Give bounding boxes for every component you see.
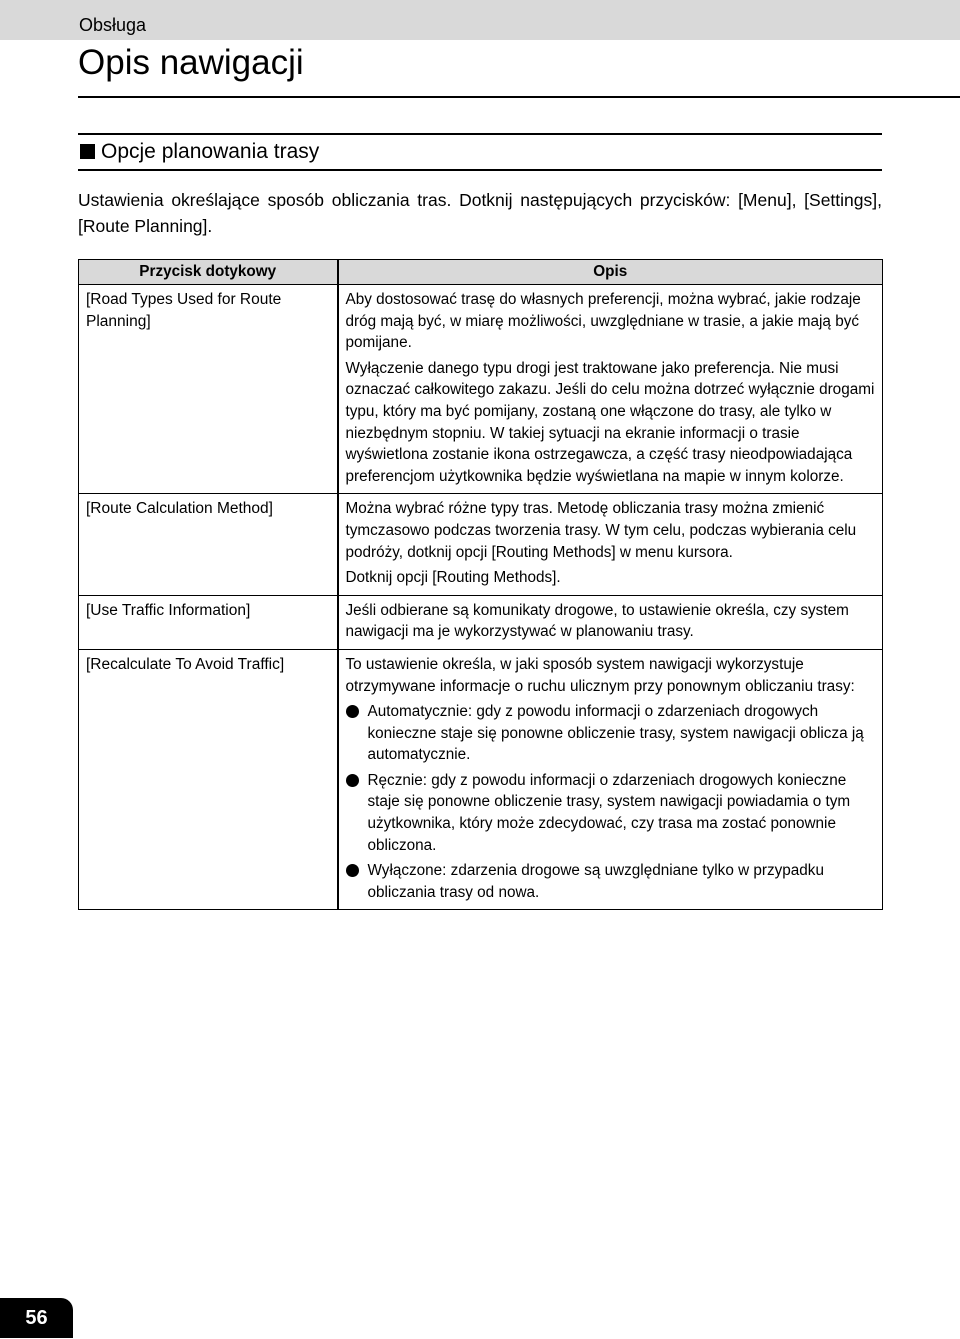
touch-key-use-traffic-information: [Use Traffic Information] bbox=[79, 595, 338, 649]
description-paragraph: Dotknij opcji [Routing Methods]. bbox=[345, 569, 561, 587]
touch-key-recalculate-to-avoid-traffic: [Recalculate To Avoid Traffic] bbox=[79, 649, 338, 910]
title-rule bbox=[78, 96, 960, 98]
bullet-dot-icon bbox=[346, 864, 359, 877]
options-table bbox=[78, 259, 883, 910]
touch-key-route-calculation-method: [Route Calculation Method] bbox=[79, 494, 338, 595]
page-number: 56 bbox=[0, 1298, 73, 1338]
description-paragraph: Aby dostosować trasę do własnych preferencji, można wybrać, jakie rodzaje dróg mają być, w miarę możliwości, uwzględniane w trasie, a jakie mają być pomijane. bbox=[345, 291, 861, 352]
subsection-header bbox=[78, 133, 882, 171]
table-row bbox=[79, 649, 883, 910]
square-bullet-icon bbox=[80, 144, 95, 159]
bullet-text: Wyłączone: zdarzenia drogowe są uwzględniane tylko w przypadku obliczania trasy od nowa. bbox=[367, 862, 824, 901]
table-row bbox=[79, 494, 883, 595]
bullet-text: Automatycznie: gdy z powodu informacji o zdarzeniach drogowych konieczne staje się ponowne obliczenie trasy, system nawigacji oblicza ją automatycznie. bbox=[367, 703, 864, 764]
intro-paragraph: Ustawienia określające sposób obliczania tras. Dotknij następujących przycisków: [Menu], [Settings], [Route Planning]. bbox=[78, 190, 882, 236]
bullet-dot-icon bbox=[346, 774, 359, 787]
touch-key-road-types: [Road Types Used for Route Planning] bbox=[79, 285, 338, 494]
column-header-description: Opis bbox=[338, 260, 883, 285]
description-cell bbox=[338, 285, 883, 494]
table-row bbox=[79, 595, 883, 649]
section-label: Obsługa bbox=[79, 15, 147, 35]
description-cell bbox=[338, 595, 883, 649]
description-paragraph: To ustawienie określa, w jaki sposób system nawigacji wykorzystuje otrzymywane informacje o ruchu ulicznym przy ponownym obliczaniu trasy: bbox=[345, 655, 855, 695]
bullet-text: Ręcznie: gdy z powodu informacji o zdarzeniach drogowych konieczne staje się ponowne obliczenie trasy, system nawigacji powiadamia o tym użytkownika, który może zdecydować, czy trasa ma zostać ponownie obliczona. bbox=[367, 771, 851, 854]
description-paragraph: Można wybrać różne typy tras. Metodę obliczania trasy można zmienić tymczasowo podczas tworzenia trasy. W tym celu, podczas wybierania celu podróży, dotknij opcji [Routing Methods] w menu kursora. bbox=[345, 500, 857, 561]
bullet-item-manual bbox=[346, 770, 876, 856]
description-cell bbox=[338, 494, 883, 595]
description-paragraph: Wyłączenie danego typu drogi jest traktowane jako preferencja. Nie musi oznaczać całkowitego zakazu. Jeśli do celu można dotrzeć wyłącznie drogami typu, który ma być pomijany, zostaną one włączone do trasy, ale tylko w niezbędnym stopniu. W takiej sytuacji na ekranie informacji o trasie wyświetlona zostanie ikona ostrzegawcza, a część trasy nieodpowiadająca preferencjom użytkownika będzie wyświetlana na mapie w innym kolorze. bbox=[345, 359, 875, 485]
bullet-item-automatic bbox=[346, 701, 876, 766]
column-header-touch-key: Przycisk dotykowy bbox=[79, 260, 338, 285]
table-row bbox=[79, 285, 883, 494]
table-header-row bbox=[79, 260, 883, 285]
page-title: Opis nawigacji bbox=[78, 43, 304, 82]
option-bullet-list bbox=[346, 701, 876, 903]
subsection-title: Opcje planowania trasy bbox=[101, 140, 320, 163]
bullet-item-disabled bbox=[346, 860, 876, 903]
description-cell bbox=[338, 649, 883, 910]
description-paragraph: Jeśli odbierane są komunikaty drogowe, to ustawienie określa, czy system nawigacji ma je wykorzystywać w planowaniu trasy. bbox=[345, 601, 849, 641]
bullet-dot-icon bbox=[346, 705, 359, 718]
